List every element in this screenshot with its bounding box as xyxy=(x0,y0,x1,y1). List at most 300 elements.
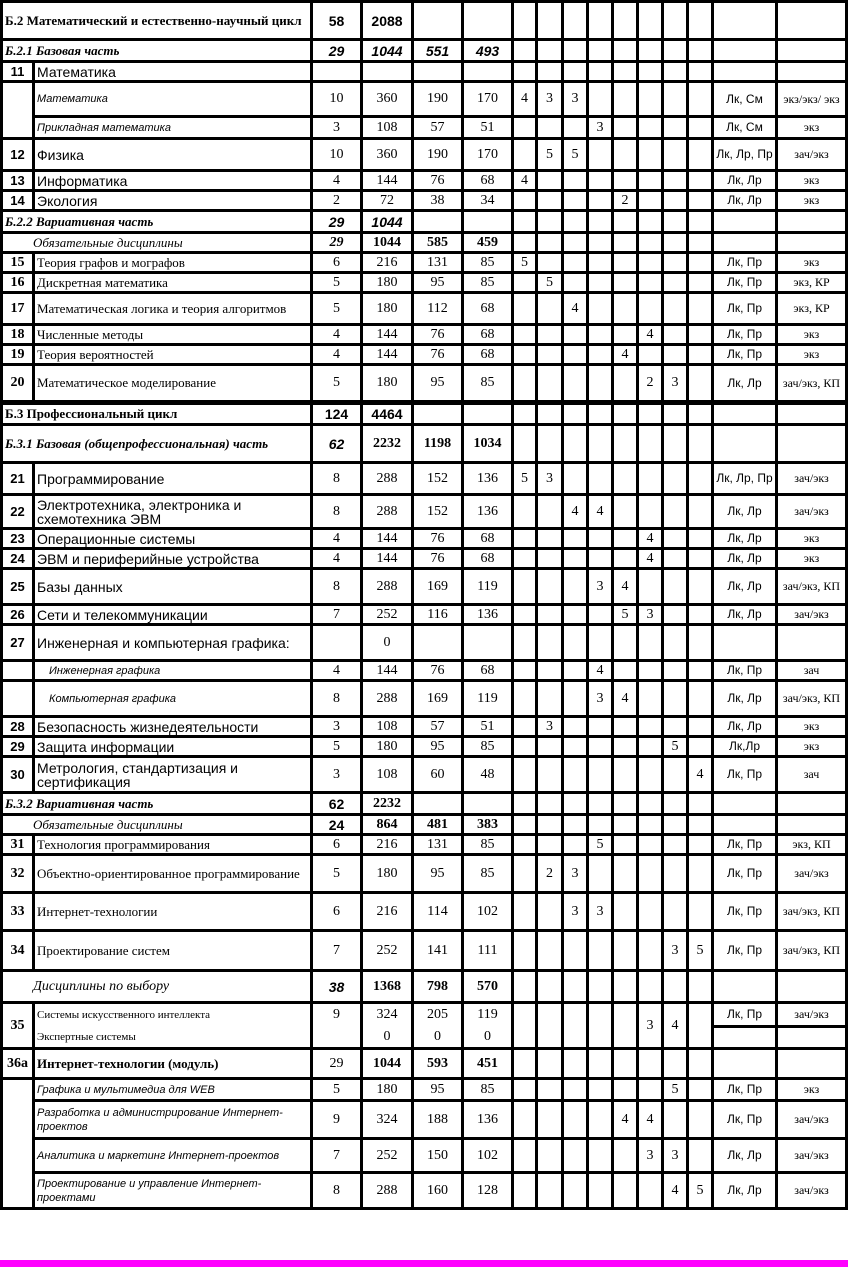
semester-cell-7 xyxy=(663,345,688,365)
semester-cell-2 xyxy=(537,1101,563,1139)
semester-cell-3 xyxy=(563,325,588,345)
self-study-hours-cell: 34 xyxy=(463,191,513,211)
total-hours-cell: 180 xyxy=(362,273,413,293)
semester-cell-3 xyxy=(563,191,588,211)
total-hours-cell: 180 xyxy=(362,855,413,893)
class-forms-cell: Лк, Пр xyxy=(713,661,777,681)
semester-cell-5 xyxy=(613,325,638,345)
classroom-hours-cell: 205 xyxy=(413,1003,463,1027)
semester-cell-2: 5 xyxy=(537,139,563,171)
credits-cell: 8 xyxy=(312,495,362,529)
semester-cell-3 xyxy=(563,233,588,253)
semester-cell-3 xyxy=(563,605,588,625)
semester-cell-1 xyxy=(513,757,537,793)
table-row xyxy=(2,931,847,971)
control-form-cell xyxy=(777,625,847,661)
self-study-hours-cell: 51 xyxy=(463,717,513,737)
semester-cell-7: 3 xyxy=(663,931,688,971)
self-study-hours-cell: 136 xyxy=(463,495,513,529)
classroom-hours-cell xyxy=(413,793,463,815)
semester-cell-7 xyxy=(663,855,688,893)
control-form-cell: зач/экз, КП xyxy=(777,365,847,403)
credits-cell: 4 xyxy=(312,661,362,681)
discipline-name: Математическая логика и теория алгоритмов xyxy=(34,293,312,325)
table-row xyxy=(2,893,847,931)
self-study-hours-cell: 85 xyxy=(463,835,513,855)
semester-cell-1 xyxy=(513,233,537,253)
credits-cell: 8 xyxy=(312,1173,362,1209)
semester-cell-8 xyxy=(688,191,713,211)
semester-cell-6 xyxy=(638,1173,663,1209)
semester-cell-3 xyxy=(563,661,588,681)
semester-cell-4 xyxy=(588,605,613,625)
classroom-hours-cell: 76 xyxy=(413,325,463,345)
semester-cell-6 xyxy=(638,2,663,40)
credits-cell: 9 xyxy=(312,1003,362,1027)
row-index: 12 xyxy=(2,139,34,171)
semester-cell-5 xyxy=(613,757,638,793)
row-index: 22 xyxy=(2,495,34,529)
semester-cell-3 xyxy=(563,40,588,62)
semester-cell-1 xyxy=(513,815,537,835)
discipline-name: Объектно-ориентированное программирование xyxy=(34,855,312,893)
semester-cell-2 xyxy=(537,293,563,325)
table-row xyxy=(2,625,847,661)
total-hours-cell: 180 xyxy=(362,293,413,325)
semester-cell-1 xyxy=(513,737,537,757)
class-forms-cell xyxy=(713,40,777,62)
semester-cell-1 xyxy=(513,117,537,139)
credits-cell: 2 xyxy=(312,191,362,211)
semester-cell-6 xyxy=(638,191,663,211)
class-forms-cell xyxy=(713,2,777,40)
control-form-cell xyxy=(777,1049,847,1079)
semester-cell-6 xyxy=(638,273,663,293)
semester-cell-3 xyxy=(563,1101,588,1139)
semester-cell-8 xyxy=(688,529,713,549)
row-index: 32 xyxy=(2,855,34,893)
row-index: 35 xyxy=(2,1003,34,1049)
discipline-name: Проектирование систем xyxy=(34,931,312,971)
row-index: 14 xyxy=(2,191,34,211)
semester-cell-6: 4 xyxy=(638,1101,663,1139)
semester-cell-4: 3 xyxy=(588,569,613,605)
control-form-cell: экз, КР xyxy=(777,273,847,293)
semester-cell-8 xyxy=(688,793,713,815)
control-form-cell xyxy=(777,211,847,233)
semester-cell-8 xyxy=(688,1003,713,1049)
semester-cell-3 xyxy=(563,529,588,549)
discipline-name: Аналитика и маркетинг Интернет-проектов xyxy=(34,1139,312,1173)
semester-cell-3 xyxy=(563,815,588,835)
total-hours-cell: 252 xyxy=(362,605,413,625)
table-row xyxy=(2,815,847,835)
total-hours-cell: 144 xyxy=(362,345,413,365)
credits-cell: 4 xyxy=(312,529,362,549)
class-forms-cell: Лк, Лр xyxy=(713,717,777,737)
class-forms-cell: Лк, Лр xyxy=(713,171,777,191)
semester-cell-5 xyxy=(613,425,638,463)
control-form-cell: экз xyxy=(777,1079,847,1101)
semester-cell-2 xyxy=(537,211,563,233)
control-form-cell: зач xyxy=(777,661,847,681)
semester-cell-8 xyxy=(688,717,713,737)
semester-cell-4 xyxy=(588,737,613,757)
discipline-name: Экспертные системы xyxy=(34,1027,312,1049)
semester-cell-6 xyxy=(638,1079,663,1101)
classroom-hours-cell: 95 xyxy=(413,365,463,403)
discipline-name: Теория вероятностей xyxy=(34,345,312,365)
total-hours-cell: 288 xyxy=(362,1173,413,1209)
control-form-cell: экз xyxy=(777,117,847,139)
semester-cell-3 xyxy=(563,549,588,569)
semester-cell-4 xyxy=(588,815,613,835)
semester-cell-5 xyxy=(613,1049,638,1079)
semester-cell-1 xyxy=(513,971,537,1003)
classroom-hours-cell: 551 xyxy=(413,40,463,62)
semester-cell-6 xyxy=(638,931,663,971)
total-hours-cell: 144 xyxy=(362,529,413,549)
self-study-hours-cell: 493 xyxy=(463,40,513,62)
row-index: 20 xyxy=(2,365,34,403)
class-forms-cell xyxy=(713,211,777,233)
semester-cell-1 xyxy=(513,529,537,549)
semester-cell-8: 5 xyxy=(688,931,713,971)
semester-cell-2 xyxy=(537,171,563,191)
row-index: 15 xyxy=(2,253,34,273)
classroom-hours-cell: 116 xyxy=(413,605,463,625)
semester-cell-3 xyxy=(563,1079,588,1101)
discipline-name: Математика xyxy=(34,62,312,82)
semester-cell-6: 4 xyxy=(638,529,663,549)
semester-cell-4 xyxy=(588,757,613,793)
control-form-cell: зач xyxy=(777,757,847,793)
classroom-hours-cell: 169 xyxy=(413,569,463,605)
semester-cell-3 xyxy=(563,62,588,82)
classroom-hours-cell: 131 xyxy=(413,253,463,273)
semester-cell-5 xyxy=(613,1173,638,1209)
semester-cell-4 xyxy=(588,82,613,117)
total-hours-cell: 288 xyxy=(362,681,413,717)
semester-cell-8 xyxy=(688,1049,713,1079)
semester-cell-5 xyxy=(613,893,638,931)
semester-cell-8 xyxy=(688,40,713,62)
class-forms-cell: Лк, Лр xyxy=(713,1139,777,1173)
semester-cell-7: 4 xyxy=(663,1003,688,1049)
self-study-hours-cell: 68 xyxy=(463,529,513,549)
discipline-name: Сети и телекоммуникации xyxy=(34,605,312,625)
credits-cell: 58 xyxy=(312,2,362,40)
semester-cell-6 xyxy=(638,625,663,661)
row-index-empty xyxy=(2,82,34,139)
semester-cell-3 xyxy=(563,1003,588,1049)
credits-cell: 10 xyxy=(312,139,362,171)
semester-cell-7 xyxy=(663,325,688,345)
row-index: 34 xyxy=(2,931,34,971)
control-form-cell: зач/экз xyxy=(777,1003,847,1027)
semester-cell-7 xyxy=(663,569,688,605)
semester-cell-5 xyxy=(613,365,638,403)
semester-cell-7 xyxy=(663,893,688,931)
semester-cell-6 xyxy=(638,171,663,191)
semester-cell-8 xyxy=(688,893,713,931)
semester-cell-7 xyxy=(663,403,688,425)
semester-cell-5 xyxy=(613,1139,638,1173)
semester-cell-1 xyxy=(513,661,537,681)
credits-cell: 5 xyxy=(312,365,362,403)
total-hours-cell: 252 xyxy=(362,1139,413,1173)
row-index: 30 xyxy=(2,757,34,793)
row-index-empty xyxy=(2,1079,34,1209)
semester-cell-2: 2 xyxy=(537,855,563,893)
semester-cell-2 xyxy=(537,233,563,253)
total-hours-cell: 216 xyxy=(362,253,413,273)
semester-cell-4 xyxy=(588,971,613,1003)
table-row xyxy=(2,971,847,1003)
row-index: 11 xyxy=(2,62,34,82)
discipline-name: Б.3 Профессиональный цикл xyxy=(2,403,312,425)
semester-cell-8 xyxy=(688,62,713,82)
bottom-magenta-bar xyxy=(0,1260,848,1267)
discipline-name: Дисциплины по выбору xyxy=(2,971,312,1003)
semester-cell-7 xyxy=(663,971,688,1003)
semester-cell-4 xyxy=(588,717,613,737)
control-form-cell: зач/экз xyxy=(777,605,847,625)
self-study-hours-cell: 85 xyxy=(463,273,513,293)
semester-cell-4 xyxy=(588,191,613,211)
self-study-hours-cell xyxy=(463,211,513,233)
semester-cell-4 xyxy=(588,931,613,971)
semester-cell-5 xyxy=(613,62,638,82)
semester-cell-1 xyxy=(513,345,537,365)
semester-cell-2 xyxy=(537,737,563,757)
total-hours-cell: 324 xyxy=(362,1101,413,1139)
table-row xyxy=(2,1101,847,1139)
row-index: 13 xyxy=(2,171,34,191)
discipline-name: Инженерная графика xyxy=(34,661,312,681)
self-study-hours-cell: 102 xyxy=(463,893,513,931)
table-row xyxy=(2,82,847,117)
semester-cell-2 xyxy=(537,605,563,625)
semester-cell-5 xyxy=(613,233,638,253)
section-row xyxy=(2,403,847,425)
row-index: 33 xyxy=(2,893,34,931)
class-forms-cell: Лк, Лр xyxy=(713,191,777,211)
semester-cell-4 xyxy=(588,1101,613,1139)
self-study-hours-cell: 68 xyxy=(463,549,513,569)
semester-cell-5 xyxy=(613,171,638,191)
table-row xyxy=(2,855,847,893)
semester-cell-7 xyxy=(663,139,688,171)
self-study-hours-cell: 119 xyxy=(463,569,513,605)
semester-cell-4: 3 xyxy=(588,117,613,139)
semester-cell-3 xyxy=(563,737,588,757)
credits-cell: 38 xyxy=(312,971,362,1003)
semester-cell-8 xyxy=(688,345,713,365)
control-form-cell: экз xyxy=(777,253,847,273)
credits-cell: 29 xyxy=(312,233,362,253)
discipline-name: Инженерная и компьютерная графика: xyxy=(34,625,312,661)
semester-cell-2 xyxy=(537,191,563,211)
table-row xyxy=(2,233,847,253)
semester-cell-7 xyxy=(663,293,688,325)
semester-cell-2 xyxy=(537,1079,563,1101)
total-hours-cell: 108 xyxy=(362,117,413,139)
semester-cell-3: 4 xyxy=(563,293,588,325)
semester-cell-7 xyxy=(663,717,688,737)
semester-cell-2 xyxy=(537,1139,563,1173)
classroom-hours-cell: 38 xyxy=(413,191,463,211)
semester-cell-6 xyxy=(638,425,663,463)
credits-cell: 5 xyxy=(312,273,362,293)
semester-cell-6 xyxy=(638,253,663,273)
table-row xyxy=(2,569,847,605)
class-forms-cell: Лк, Пр xyxy=(713,345,777,365)
discipline-name: Численные методы xyxy=(34,325,312,345)
control-form-cell xyxy=(777,233,847,253)
credits-cell: 4 xyxy=(312,549,362,569)
credits-cell: 3 xyxy=(312,757,362,793)
semester-cell-1 xyxy=(513,1049,537,1079)
semester-cell-3 xyxy=(563,569,588,605)
semester-cell-2 xyxy=(537,425,563,463)
class-forms-cell: Лк, Лр, Пр xyxy=(713,463,777,495)
semester-cell-7 xyxy=(663,171,688,191)
classroom-hours-cell: 131 xyxy=(413,835,463,855)
semester-cell-6 xyxy=(638,855,663,893)
semester-cell-5 xyxy=(613,139,638,171)
semester-cell-5 xyxy=(613,737,638,757)
semester-cell-4 xyxy=(588,529,613,549)
semester-cell-8 xyxy=(688,495,713,529)
credits-cell: 8 xyxy=(312,463,362,495)
total-hours-cell: 288 xyxy=(362,463,413,495)
semester-cell-6 xyxy=(638,62,663,82)
semester-cell-7 xyxy=(663,425,688,463)
classroom-hours-cell: 188 xyxy=(413,1101,463,1139)
semester-cell-2: 3 xyxy=(537,82,563,117)
semester-cell-1 xyxy=(513,40,537,62)
semester-cell-4 xyxy=(588,425,613,463)
semester-cell-2 xyxy=(537,345,563,365)
table-row xyxy=(2,365,847,403)
semester-cell-1 xyxy=(513,893,537,931)
semester-cell-8 xyxy=(688,1079,713,1101)
semester-cell-5 xyxy=(613,211,638,233)
self-study-hours-cell xyxy=(463,625,513,661)
credits-cell: 4 xyxy=(312,171,362,191)
semester-cell-7 xyxy=(663,625,688,661)
discipline-name: Б.2.2 Вариативная часть xyxy=(2,211,312,233)
class-forms-cell: Лк,Лр xyxy=(713,737,777,757)
semester-cell-3: 4 xyxy=(563,495,588,529)
credits-cell: 3 xyxy=(312,717,362,737)
semester-cell-5 xyxy=(613,1079,638,1101)
semester-cell-3: 3 xyxy=(563,82,588,117)
self-study-hours-cell: 85 xyxy=(463,855,513,893)
discipline-name: Математическое моделирование xyxy=(34,365,312,403)
semester-cell-8 xyxy=(688,82,713,117)
classroom-hours-cell: 190 xyxy=(413,139,463,171)
control-form-cell: зач/экз, КП xyxy=(777,931,847,971)
semester-cell-6 xyxy=(638,345,663,365)
semester-cell-1 xyxy=(513,681,537,717)
semester-cell-2 xyxy=(537,253,563,273)
subsection-row xyxy=(2,425,847,463)
semester-cell-8 xyxy=(688,253,713,273)
semester-cell-5 xyxy=(613,1003,638,1049)
semester-cell-3 xyxy=(563,757,588,793)
semester-cell-4 xyxy=(588,1049,613,1079)
semester-cell-7: 3 xyxy=(663,365,688,403)
control-form-cell xyxy=(777,971,847,1003)
module-row xyxy=(2,1049,847,1079)
credits-cell: 9 xyxy=(312,1101,362,1139)
control-form-cell xyxy=(777,793,847,815)
total-hours-cell: 288 xyxy=(362,569,413,605)
class-forms-cell: Лк, См xyxy=(713,117,777,139)
table-row xyxy=(2,345,847,365)
self-study-hours-cell: 85 xyxy=(463,1079,513,1101)
semester-cell-3 xyxy=(563,1173,588,1209)
semester-cell-1 xyxy=(513,403,537,425)
semester-cell-8 xyxy=(688,425,713,463)
total-hours-cell: 180 xyxy=(362,737,413,757)
self-study-hours-cell: 102 xyxy=(463,1139,513,1173)
table-row xyxy=(2,529,847,549)
classroom-hours-cell: 76 xyxy=(413,345,463,365)
semester-cell-1 xyxy=(513,793,537,815)
table-row xyxy=(2,463,847,495)
semester-cell-5 xyxy=(613,403,638,425)
total-hours-cell: 4464 xyxy=(362,403,413,425)
semester-cell-2 xyxy=(537,971,563,1003)
discipline-name: Электротехника, электроника и схемотехника ЭВМ xyxy=(34,495,312,529)
total-hours-cell: 2232 xyxy=(362,425,413,463)
semester-cell-6 xyxy=(638,1049,663,1079)
total-hours-cell: 1044 xyxy=(362,1049,413,1079)
semester-cell-3 xyxy=(563,273,588,293)
semester-cell-3 xyxy=(563,2,588,40)
semester-cell-5 xyxy=(613,253,638,273)
semester-cell-2 xyxy=(537,757,563,793)
semester-cell-3 xyxy=(563,463,588,495)
credits-cell: 7 xyxy=(312,605,362,625)
control-form-cell: экз, КП xyxy=(777,835,847,855)
semester-cell-1 xyxy=(513,855,537,893)
classroom-hours-cell xyxy=(413,62,463,82)
semester-cell-3: 3 xyxy=(563,855,588,893)
semester-cell-1 xyxy=(513,1173,537,1209)
semester-cell-1 xyxy=(513,1079,537,1101)
self-study-hours-cell: 68 xyxy=(463,345,513,365)
semester-cell-4 xyxy=(588,403,613,425)
semester-cell-8 xyxy=(688,273,713,293)
semester-cell-7: 3 xyxy=(663,1139,688,1173)
credits-cell xyxy=(312,1027,362,1049)
self-study-hours-cell: 459 xyxy=(463,233,513,253)
semester-cell-1 xyxy=(513,835,537,855)
self-study-hours-cell: 68 xyxy=(463,661,513,681)
discipline-name: Обязательные дисциплины xyxy=(2,233,312,253)
semester-cell-5 xyxy=(613,625,638,661)
semester-cell-1: 4 xyxy=(513,82,537,117)
subsection-row xyxy=(2,211,847,233)
semester-cell-7 xyxy=(663,661,688,681)
discipline-name: Б.2.1 Базовая часть xyxy=(2,40,312,62)
semester-cell-1 xyxy=(513,325,537,345)
classroom-hours-cell: 112 xyxy=(413,293,463,325)
